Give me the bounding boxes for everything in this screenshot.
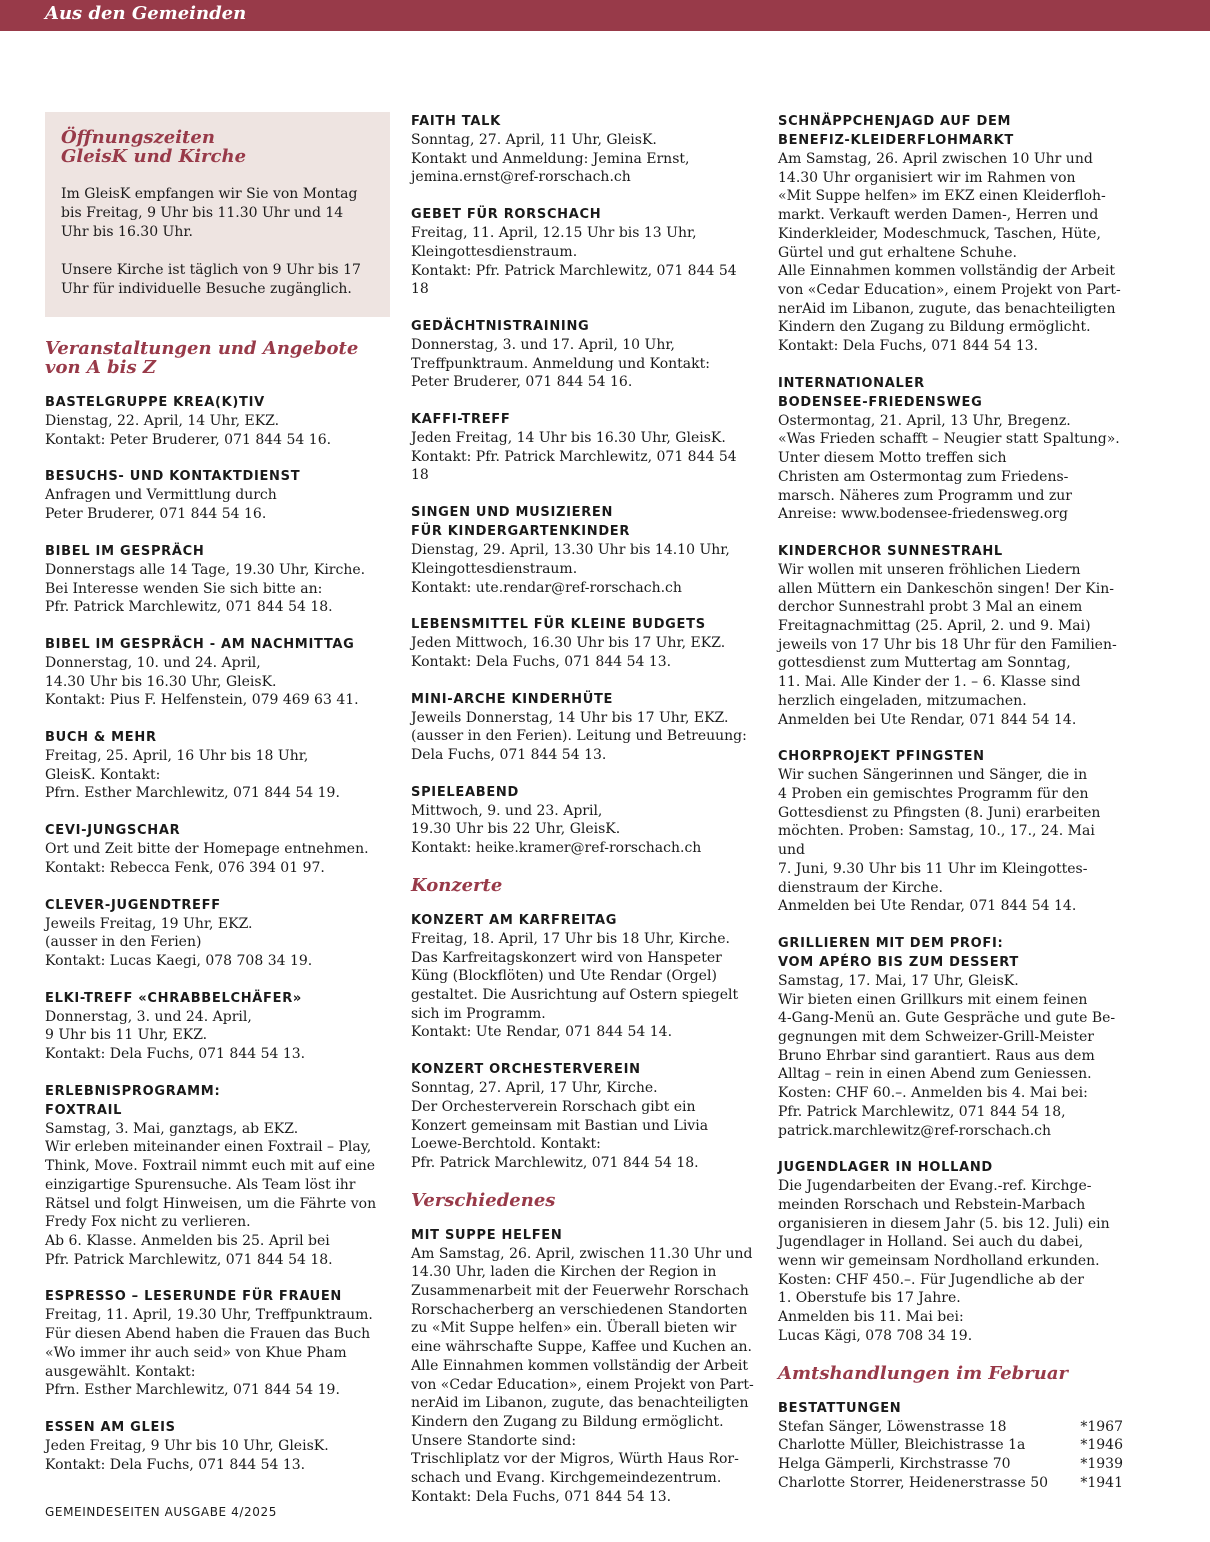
event-title: CEVI-JUNGSCHAR (45, 823, 181, 839)
event-list (411, 911, 756, 1173)
section-title-official-acts: Amtshandlungen im Februar (778, 1362, 1068, 1384)
event-text: Sonntag, 27. April, 11 Uhr, GleisK. Kontakt und Anmeldung: Jemina Ernst, jemina.ernst@ref-rorschach.ch (411, 132, 690, 186)
event-text: Am Samstag, 26. April zwischen 10 Uhr und 14.30 Uhr organisiert wir im Rahmen von «Mit Suppe helfen» im EKZ einen Kleiderfloh- markt. Verkauft werden Damen-, Herren und Kinderkleider, Modeschmuck, Taschen, Hüte, Gürtel und gut erhaltene Schuhe. Alle Einnahmen kommen vollständig der Arbeit von «Cedar Education», einem Projekt von Part- nerAid im Libanon, zugute, das benachteiligten Kindern den Zugang zu Bildung ermöglicht. Kontakt: Dela Fuchs, 071 844 54 13. (778, 151, 1121, 355)
column-1 (45, 112, 390, 1492)
event-item (411, 1226, 756, 1507)
event-title: BASTELGRUPPE KREA(K)TIV (45, 395, 265, 410)
page-footer: GEMEINDESEITEN AUSGABE 4/2025 (45, 1505, 277, 1519)
burial-row (778, 1418, 1123, 1437)
event-text: Dienstag, 29. April, 13.30 Uhr bis 14.10 Uhr, Kleingottesdienstraum. Kontakt: ute.rendar@ref-rorschach.ch (411, 542, 730, 596)
burial-name: Charlotte Storrer, Heidenerstrasse 50 (778, 1474, 1049, 1491)
event-item (411, 317, 756, 392)
event-text: Freitag, 11. April, 12.15 Uhr bis 13 Uhr, Kleingottesdienstraum. Kontakt: Pfr. Patrick Marchlewitz, 071 844 54 18 (411, 225, 737, 298)
event-text: Sonntag, 27. April, 17 Uhr, Kirche. Der Orchesterverein Rorschach gibt ein Konzert gemeinsam mit Bastian und Livia Loewe-Berchtold. Kontakt: Pfr. Patrick Marchlewitz, 071 844 54 18. (411, 1080, 709, 1171)
burial-name: Charlotte Müller, Bleichistrasse 1a (778, 1437, 1026, 1454)
burial-name: Helga Gämperli, Kirchstrasse 70 (778, 1455, 1011, 1472)
event-title: SCHNÄPPCHENJAGD AUF DEM BENEFIZ-KLEIDERFLOHMARKT (778, 114, 1014, 148)
event-title: SINGEN UND MUSIZIEREN FÜR KINDERGARTENKINDER (411, 505, 631, 540)
event-title: SPIELEABEND (411, 784, 519, 800)
event-title: GRILLIEREN MIT DEM PROFI: VOM APÉRO BIS ZUM DESSERT (778, 935, 1019, 970)
event-text: Jeden Freitag, 14 Uhr bis 16.30 Uhr, GleisK. Kontakt: Pfr. Patrick Marchlewitz, 071 844 54 18 (411, 430, 737, 484)
event-item (45, 393, 390, 449)
event-title: BIBEL IM GESPRÄCH - AM NACHMITTAG (45, 636, 355, 652)
burial-name: Stefan Sänger, Löwenstrasse 18 (778, 1418, 1007, 1435)
event-title: CLEVER-JUGENDTREFF (45, 897, 221, 913)
event-list (411, 112, 756, 858)
event-title: KONZERT AM KARFREITAG (411, 912, 618, 928)
burial-year: *1941 (1080, 1474, 1123, 1491)
event-item (411, 410, 756, 485)
event-item (411, 911, 756, 1042)
opening-hours-text-2: Unsere Kirche ist täglich von 9 Uhr bis 17 Uhr für individuelle Besuche zugänglich. (61, 262, 361, 297)
burials-table (778, 1418, 1123, 1493)
burials-title: BESTATTUNGEN (778, 1400, 902, 1416)
page-header (0, 0, 1210, 31)
event-title: KINDERCHOR SUNNESTRAHL (778, 543, 1003, 559)
burial-row (778, 1474, 1123, 1493)
event-title: BESUCHS- UND KONTAKTDIENST (45, 469, 301, 485)
event-item (45, 1418, 390, 1474)
event-text: Jeden Freitag, 9 Uhr bis 10 Uhr, GleisK. Kontakt: Dela Fuchs, 071 844 54 13. (45, 1437, 329, 1473)
burial-year: *1967 (1080, 1418, 1123, 1435)
opening-hours-text-1: Im GleisK empfangen wir Sie von Montag bis Freitag, 9 Uhr bis 11.30 Uhr und 14 Uhr bis 16.30 Uhr. (61, 186, 358, 240)
event-title: ERLEBNISPROGRAMM: FOXTRAIL (45, 1083, 221, 1118)
event-text: Anfragen und Vermittlung durch Peter Bruderer, 071 844 54 16. (45, 487, 277, 523)
event-text: Am Samstag, 26. April, zwischen 11.30 Uhr und 14.30 Uhr, laden die Kirchen der Region in Zusammenarbeit mit der Feuerwehr Rorschach Rorschacherberg an verschiedenen Standorten zu «Mit Suppe helfen» ein. Überall bieten wir eine währschafte Suppe, Kaffee und Kuchen an. Alle Einnahmen kommen vollständig der Arbeit von «Cedar Education», einem Projekt von Part- nerAid im Libanon, zugute, das benachteiligten Kindern den Zugang zu Bildung ermöglicht. Unsere Standorte sind: Trischliplatz vor der Migros, Würth Haus Ror- schach und Evang. Kirchgemeindezentrum. Kontakt: Dela Fuchs, 071 844 54 13. (411, 1245, 754, 1505)
event-title: BUCH & MEHR (45, 730, 157, 746)
event-item (411, 690, 756, 765)
event-text: Donnerstag, 10. und 24. April, 14.30 Uhr bis 16.30 Uhr, GleisK. Kontakt: Pius F. Helfenstein, 079 469 63 41. (45, 654, 359, 709)
event-text: Freitag, 11. April, 19.30 Uhr, Treffpunktraum. Für diesen Abend haben die Frauen das Buch «Wo immer ihr auch seid» von Khue Pham ausgewählt. Kontakt: Pfrn. Esther Marchlewitz, 071 844 54 19. (45, 1307, 373, 1399)
event-text: Jeweils Donnerstag, 14 Uhr bis 17 Uhr, EKZ. (ausser in den Ferien). Leitung und Betreuung: Dela Fuchs, 071 844 54 13. (411, 709, 747, 764)
event-item (45, 1082, 390, 1270)
event-text: Jeden Mittwoch, 16.30 Uhr bis 17 Uhr, EKZ. Kontakt: Dela Fuchs, 071 844 54 13. (411, 635, 726, 670)
event-title: INTERNATIONALER BODENSEE-FRIEDENSWEG (778, 375, 983, 410)
event-item (778, 1158, 1123, 1345)
event-item (411, 1060, 756, 1173)
event-title: GEBET FÜR RORSCHACH (411, 207, 602, 223)
event-item (45, 1287, 390, 1400)
section-title-events: Veranstaltungen und Angebote von A bis Z (45, 338, 359, 378)
event-item (778, 934, 1123, 1140)
event-title: ESSEN AM GLEIS (45, 1419, 176, 1435)
event-item (45, 467, 390, 523)
event-text: Donnerstags alle 14 Tage, 19.30 Uhr, Kirche. Bei Interesse wenden Sie sich bitte an: Pfr. Patrick Marchlewitz, 071 844 54 18. (45, 561, 366, 616)
event-title: KONZERT ORCHESTERVEREIN (411, 1062, 641, 1078)
burial-row (778, 1436, 1123, 1455)
event-title: CHORPROJEKT PFINGSTEN (778, 749, 985, 765)
event-item (778, 112, 1123, 356)
event-title: ELKI-TREFF «CHRABBELCHÄFER» (45, 990, 303, 1006)
event-title: LEBENSMITTEL FÜR KLEINE BUDGETS (411, 617, 706, 633)
event-item (778, 747, 1123, 916)
event-text: Die Jugendarbeiten der Evang.-ref. Kirchge- meinden Rorschach und Rebstein-Marbach organisieren in diesem Jahr (5. bis 12. Juli) ein Jugendlager in Holland. Sei auch du dabei, wenn wir gemeinsam Nordholland erkunden. Kosten: CHF 450.–. Für Jugendliche ab der 1. Oberstufe bis 17 Jahre. Anmelden bis 11. Mai bei: Lucas Kägi, 078 708 34 19. (778, 1178, 1110, 1344)
event-text: Freitag, 25. April, 16 Uhr bis 18 Uhr, GleisK. Kontakt: Pfrn. Esther Marchlewitz, 071 844 54 19. (45, 748, 340, 802)
event-item (45, 635, 390, 710)
burial-row (778, 1455, 1123, 1474)
event-text: Donnerstag, 3. und 17. April, 10 Uhr, Treffpunktraum. Anmeldung und Kontakt: Peter Bruderer, 071 844 54 16. (411, 336, 710, 391)
burials-block (778, 1399, 1123, 1493)
event-item (45, 989, 390, 1064)
event-title: GEDÄCHTNISTRAINING (411, 318, 590, 334)
event-list (778, 112, 1123, 1346)
event-text: Donnerstag, 3. und 24. April, 9 Uhr bis 11 Uhr, EKZ. Kontakt: Dela Fuchs, 071 844 54 13. (45, 1008, 306, 1063)
header-title: Aus den Gemeinden (45, 3, 247, 24)
event-title: JUGENDLAGER IN HOLLAND (778, 1160, 993, 1176)
event-item (411, 615, 756, 671)
opening-hours-box (45, 112, 390, 317)
burial-year: *1939 (1080, 1455, 1123, 1472)
column-2 (411, 112, 756, 1524)
event-title: MIT SUPPE HELFEN (411, 1227, 563, 1243)
section-title-concerts: Konzerte (411, 874, 503, 896)
event-item (45, 728, 390, 803)
event-text: Samstag, 17. Mai, 17 Uhr, GleisK. Wir bieten einen Grillkurs mit einem feinen 4-Gang-Menü an. Gute Gespräche und gute Be- gegnungen mit dem Schweizer-Grill-Meister Bruno Ehrbar sind garantiert. Raus aus dem Alltag – rein in einen Abend zum Geniessen. Kosten: CHF 60.–. Anmelden bis 4. Mai bei: Pfr. Patrick Marchlewitz, 071 844 54 18, patrick.marchlewitz@ref-rorschach.ch (778, 972, 1116, 1139)
section-title-misc: Verschiedenes (411, 1189, 556, 1211)
event-item (411, 205, 756, 299)
burial-year: *1946 (1080, 1437, 1123, 1454)
event-list (45, 393, 390, 1474)
event-title: FAITH TALK (411, 114, 501, 129)
event-text: Mittwoch, 9. und 23. April, 19.30 Uhr bis 22 Uhr, GleisK. Kontakt: heike.kramer@ref-rorschach.ch (411, 802, 702, 857)
event-item (778, 542, 1123, 729)
event-text: Ort und Zeit bitte der Homepage entnehmen. Kontakt: Rebecca Fenk, 076 394 01 97. (45, 841, 369, 876)
event-item (45, 821, 390, 877)
column-3 (778, 112, 1123, 1510)
event-title: MINI-ARCHE KINDERHÜTE (411, 691, 614, 707)
event-title: ESPRESSO – LESERUNDE FÜR FRAUEN (45, 1289, 342, 1305)
event-item (778, 374, 1123, 524)
event-text: Dienstag, 22. April, 14 Uhr, EKZ. Kontakt: Peter Bruderer, 071 844 54 16. (45, 413, 332, 448)
event-item (45, 896, 390, 971)
event-item (411, 112, 756, 187)
opening-hours-title: Öffnungszeiten GleisK und Kirche (61, 127, 247, 167)
event-text: Wir suchen Sängerinnen und Sänger, die in 4 Proben ein gemischtes Programm für den Gottesdienst zu Pfingsten (8. Juni) erarbeiten möchten. Proben: Samstag, 10., 17., 24. Mai und 7. Juni, 9.30 Uhr bis 11 Uhr im Kleingottes- dienstraum der Kirche. Anmelden bei Ute Rendar, 071 844 54 14. (778, 767, 1101, 915)
event-title: KAFFI-TREFF (411, 412, 511, 428)
event-text: Samstag, 3. Mai, ganztags, ab EKZ. Wir erleben miteinander einen Foxtrail – Play, Think, Move. Foxtrail nimmt euch mit auf eine einzigartige Spurensuche. Als Team löst ihr Rätsel und folgt Hinweisen, um die Fährte von Fredy Fox nicht zu verlieren. Ab 6. Klasse. Anmelden bis 25. April bei Pfr. Patrick Marchlewitz, 071 844 54 18. (45, 1120, 377, 1268)
event-list (411, 1226, 756, 1507)
event-text: Jeweils Freitag, 19 Uhr, EKZ. (ausser in den Ferien) Kontakt: Lucas Kaegi, 078 708 34 19. (45, 915, 313, 969)
event-title: BIBEL IM GESPRÄCH (45, 543, 205, 559)
event-text: Freitag, 18. April, 17 Uhr bis 18 Uhr, Kirche. Das Karfreitagskonzert wird von Hanspeter Küng (Blockflöten) und Ute Rendar (Orgel) gestaltet. Die Ausrichtung auf Ostern spiegelt sich im Programm. Kontakt: Ute Rendar, 071 844 54 14. (411, 930, 739, 1041)
event-text: Wir wollen mit unseren fröhlichen Liedern allen Müttern ein Dankeschön singen! Der Kin- derchor Sunnestrahl probt 3 Mal an einem Freitagnachmittag (25. April, 2. und 9. Mai) jeweils von 17 Uhr bis 18 Uhr für den Familien- gottesdienst zum Muttertag am Sonntag, 11. Mai. Alle Kinder der 1. – 6. Klasse sind herzlich eingeladen, mitzumachen. Anmelden bei Ute Rendar, 071 844 54 14. (778, 561, 1117, 728)
event-item (45, 542, 390, 617)
event-item (411, 503, 756, 597)
event-text: Ostermontag, 21. April, 13 Uhr, Bregenz. «Was Frieden schafft – Neugier statt Spaltung». Unter diesem Motto treffen sich Christen am Ostermontag zum Friedens- marsch. Näheres zum Programm und zur Anreise: www.bodensee-friedensweg.org (778, 412, 1120, 523)
event-item (411, 783, 756, 858)
